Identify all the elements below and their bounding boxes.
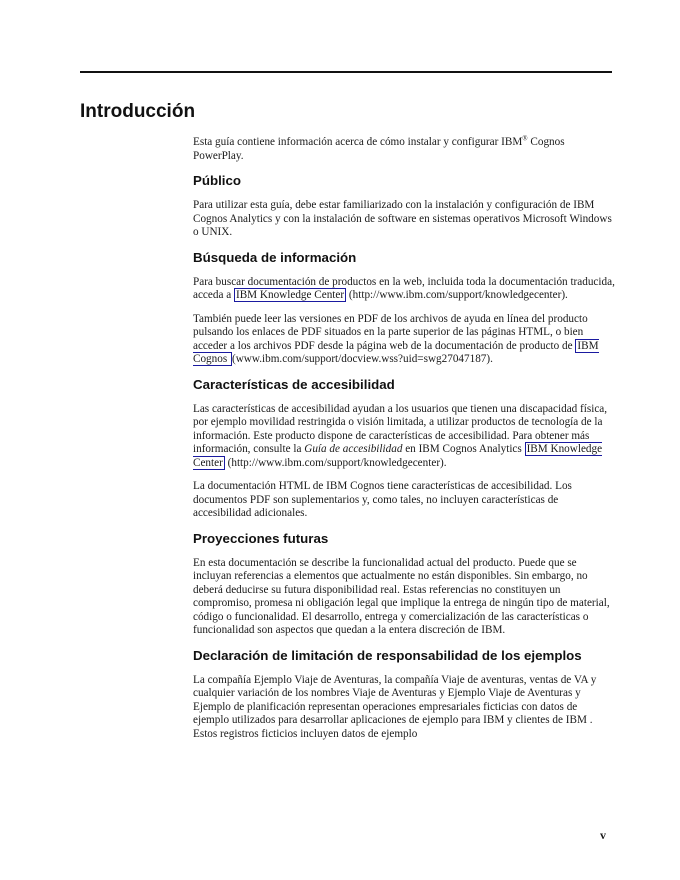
- registered-mark: ®: [522, 134, 528, 143]
- document-body: [193, 136, 615, 751]
- section-heading-accesibilidad: Características de accesibilidad: [193, 376, 395, 392]
- header-rule: [80, 71, 612, 73]
- section-heading-publico: Público: [193, 173, 242, 188]
- ibm-knowledge-center-link-2[interactable]: IBM Knowledge Center: [193, 443, 603, 469]
- ibm-knowledge-center-link[interactable]: IBM Knowledge Center: [235, 289, 345, 301]
- chapter-title: Introducción: [80, 101, 196, 122]
- page-number: v: [600, 828, 606, 842]
- section-heading-declaracion: Declaración de limitación de responsabilidad de los ejemplos: [193, 647, 582, 663]
- intro-paragraph: Esta guía contiene información acerca de cómo instalar y configurar IBM® Cognos PowerPlay.: [193, 134, 565, 162]
- busqueda-paragraph-2: También puede leer las versiones en PDF de los archivos de ayuda en línea del producto pulsando los enlaces de PDF situados en la parte superior de las páginas HTML, o bien acceder a los archivos PDF desde la página web de la documentación de producto de IBM Cognos (www.ibm.com/support/docview.wss?uid=swg27047187).: [193, 312, 599, 365]
- accesibilidad-paragraph-2: La documentación HTML de IBM Cognos tiene características de accesibilidad. Los documentos PDF son suplementarios y, como tales, no incluyen características de accesibilidad adicionales.: [193, 480, 572, 519]
- declaracion-paragraph: La compañía Ejemplo Viaje de Aventuras, la compañía Viaje de aventuras, ventas de VA y cualquier variación de los nombres Viaje de Aventuras y Ejemplo Viaje de Aventuras y Ejemplo de planificación representan operaciones empresariales ficticias con datos de ejemplo utilizados para desarrollar aplicaciones de ejemplo para IBM y clientes de IBM . Estos registros ficticios incluyen datos de ejemplo: [193, 673, 597, 740]
- guia-accesibilidad-title: Guía de accesibilidad: [304, 443, 403, 455]
- accesibilidad-paragraph-1: Las características de accesibilidad ayudan a los usuarios que tienen una discapacidad física, por ejemplo movilidad restringida o visión limitada, a utilizar productos de tecnología de la información. Este producto dispone de características de accesibilidad. Para obtener más información, consulte la Guía de accesibilidad en IBM Cognos Analytics IBM Knowledge Center (http://www.ibm.com/support/knowledgecenter).: [193, 402, 608, 469]
- section-heading-busqueda: Búsqueda de información: [193, 249, 357, 265]
- proyecciones-paragraph: En esta documentación se describe la funcionalidad actual del producto. Puede que se incluyan referencias a elementos que actualmente no están disponibles. Sin embargo, no deberá deducirse su futura disponibilidad real. Estas referencias no constituyen un compromiso, promesa ni obligación legal que implique la entrega de ningún tipo de material, código o funcionalidad. El desarrollo, entrega y comercialización de las características o funcionalidad son aspectos que quedan a la entera discreción de IBM.: [193, 556, 610, 636]
- busqueda-paragraph-1: Para buscar documentación de productos en la web, incluida toda la documentación traducida, acceda a IBM Knowledge Center (http://www.ibm.com/support/knowledgecenter).: [193, 275, 615, 301]
- ibm-cognos-link[interactable]: IBM Cognos: [193, 339, 599, 365]
- publico-paragraph: Para utilizar esta guía, debe estar familiarizado con la instalación y configuración de IBM Cognos Analytics y con la instalación de software en sistemas operativos Microsoft Windows o UNIX.: [193, 199, 612, 238]
- section-heading-proyecciones: Proyecciones futuras: [193, 530, 329, 546]
